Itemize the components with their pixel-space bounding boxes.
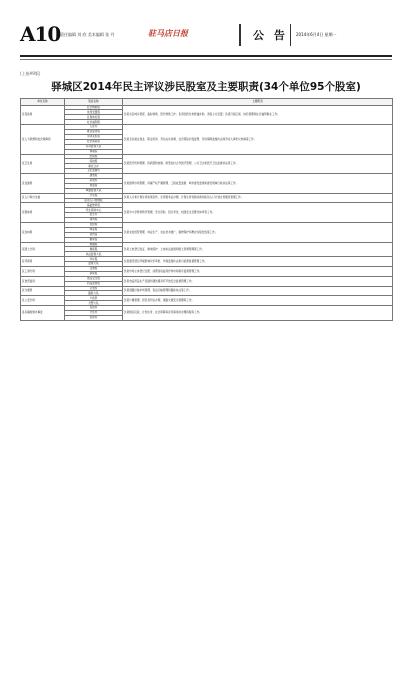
notice-title: 驿城区2014年民主评议涉民股室及主要职责(34个单位95个股室): [51, 81, 361, 93]
room-cell: 消保股: [65, 271, 123, 276]
duty-cell: 负责食品药品生产流通和餐饮服务环节的安全监督管理工作。: [123, 276, 393, 286]
dept-cell: 区人力资源和社会保障局: [21, 125, 65, 154]
room-cell: 农技站: [65, 232, 123, 237]
room-cell: 路政大队: [65, 291, 123, 296]
room-cell: 质监站: [65, 183, 123, 188]
duty-cell: 负责人口和计划生育政策宣传、生育服务证办理、计划生育奖励扶助和流动人口计划生育服务管理工作。: [123, 193, 393, 203]
room-cell: 疾控股: [65, 159, 123, 164]
header-dept: 单位名称: [21, 99, 65, 106]
room-cell: 人社办: [65, 125, 123, 130]
room-cell: 植保站: [65, 237, 123, 242]
duty-cell: 负责土地登记发证、耕地保护、土地执法监察和国土资源管理等工作。: [123, 242, 393, 257]
dept-cell: 区食药监局: [21, 276, 65, 286]
room-cell: 药品监管股: [65, 281, 123, 286]
room-cell: 计生股: [65, 193, 123, 198]
header-rule-thin: [20, 59, 392, 60]
section-title: 公 告: [253, 29, 288, 42]
issue-date: 2014年6月4日 星期一: [296, 32, 337, 37]
room-cell: 优抚安置股: [65, 110, 123, 115]
room-cell: 社保所: [65, 315, 123, 320]
room-cell: 计生办: [65, 311, 123, 316]
room-cell: 就业促进股: [65, 130, 123, 135]
room-cell: 医政股: [65, 154, 123, 159]
dept-cell: 各乡镇街道办事处: [21, 306, 65, 321]
room-cell: 劳动关系股: [65, 134, 123, 139]
room-cell: 执法监察大队: [65, 252, 123, 257]
room-cell: 社会福利股: [65, 120, 123, 125]
continued-note: (上接A9版): [20, 71, 41, 76]
room-cell: 林业股: [65, 227, 123, 232]
dept-cell: 区交通局: [21, 286, 65, 296]
duty-cell: 负责建设项目环境影响评价审批、环境监察执法和污染源监督管理工作。: [123, 257, 393, 267]
room-cell: 运管所: [65, 286, 123, 291]
duty-cell: 负责市场主体登记注册、消费者权益保护和市场秩序监督管理工作。: [123, 266, 393, 276]
page-number: A10: [20, 22, 61, 46]
room-cell: 食品安全股: [65, 276, 123, 281]
duty-cell: 负责户籍管理、居民身份证办理、道路交通安全管理等工作。: [123, 296, 393, 306]
duty-cell: 负责医疗机构管理、疾病预防控制、新型农村合作医疗管理、公共卫生和医疗卫生监督执法等工作。: [123, 154, 393, 174]
header-rule: [20, 55, 392, 57]
dept-cell: 区民政局: [21, 105, 65, 125]
room-cell: 城建监察大队: [65, 188, 123, 193]
room-cell: 交警大队: [65, 301, 123, 306]
dept-cell: 区教体局: [21, 203, 65, 223]
room-cell: 耕保股: [65, 247, 123, 252]
room-cell: 房管所: [65, 178, 123, 183]
duty-table: [20, 98, 393, 321]
room-cell: 建管股: [65, 174, 123, 179]
room-cell: 户政科: [65, 296, 123, 301]
dept-cell: 区工商分局: [21, 266, 65, 276]
masthead: [20, 18, 392, 52]
room-cell: 监察大队: [65, 262, 123, 267]
duty-cell: 负责全区就业创业、职业培训、劳动关系协调、社会保险扩面征缴、劳动保障监察执法和劳动人事争议仲裁等工作。: [123, 125, 393, 154]
room-cell: 基础教育股: [65, 203, 123, 208]
staff-credits: 责任编辑 刘 欣 美术编辑 张 丹: [60, 32, 115, 37]
duty-cell: 负责农村经营管理、林业生产、农业技术推广、植物保护和惠农补贴发放等工作。: [123, 222, 393, 242]
room-cell: 农经股: [65, 222, 123, 227]
room-cell: 民政所: [65, 306, 123, 311]
room-cell: 卫生监督所: [65, 169, 123, 174]
table-header-row: [21, 99, 393, 106]
dept-cell: 区公安分局: [21, 296, 65, 306]
duty-cell: 负责建筑市场管理、房屋产权产籍管理、工程质量监督、城市建设监察和建设领域行政执法等工作。: [123, 174, 393, 194]
room-cell: 社会保险股: [65, 139, 123, 144]
dept-cell: 区卫生局: [21, 154, 65, 174]
room-cell: 新农合办: [65, 164, 123, 169]
dept-cell: 区农林局: [21, 222, 65, 242]
room-cell: 地籍股: [65, 242, 123, 247]
duty-cell: 负责辖区民政、计划生育、社会保障等涉民事务的办理和服务工作。: [123, 306, 393, 321]
room-cell: 流动人口管理股: [65, 198, 123, 203]
header-room: 股室名称: [65, 99, 123, 106]
dept-cell: 区人口和计生委: [21, 193, 65, 203]
dept-cell: 区住建局: [21, 174, 65, 194]
masthead-divider: [239, 24, 241, 46]
dept-cell: 区国土分局: [21, 242, 65, 257]
newspaper-logo: 驻马店日报: [148, 29, 188, 38]
duty-cell: 负责道路运输市场管理、客货运输管理和路政执法等工作。: [123, 286, 393, 296]
room-cell: 招生办: [65, 213, 123, 218]
room-cell: 注册股: [65, 266, 123, 271]
room-cell: 区划地名股: [65, 115, 123, 120]
masthead-divider-2: [290, 24, 291, 46]
room-cell: 社会救助股: [65, 105, 123, 110]
room-cell: 仲裁院: [65, 149, 123, 154]
duty-cell: 负责全区城乡低保、临时救助、医疗救助工作；负责优抚对象抚恤补助、退役士兵安置；负责行政区划、地名管理和社会福利事业工作。: [123, 105, 393, 125]
room-cell: 环评股: [65, 257, 123, 262]
duty-cell: 负责中小学教育教学管理、学生资助、招生考试、校园安全及群众体育等工作。: [123, 203, 393, 223]
room-cell: 劳动监察大队: [65, 144, 123, 149]
room-cell: 学生资助中心: [65, 208, 123, 213]
room-cell: 体育股: [65, 218, 123, 223]
header-duty: 主要职责: [123, 99, 393, 106]
dept-cell: 区环保局: [21, 257, 65, 267]
